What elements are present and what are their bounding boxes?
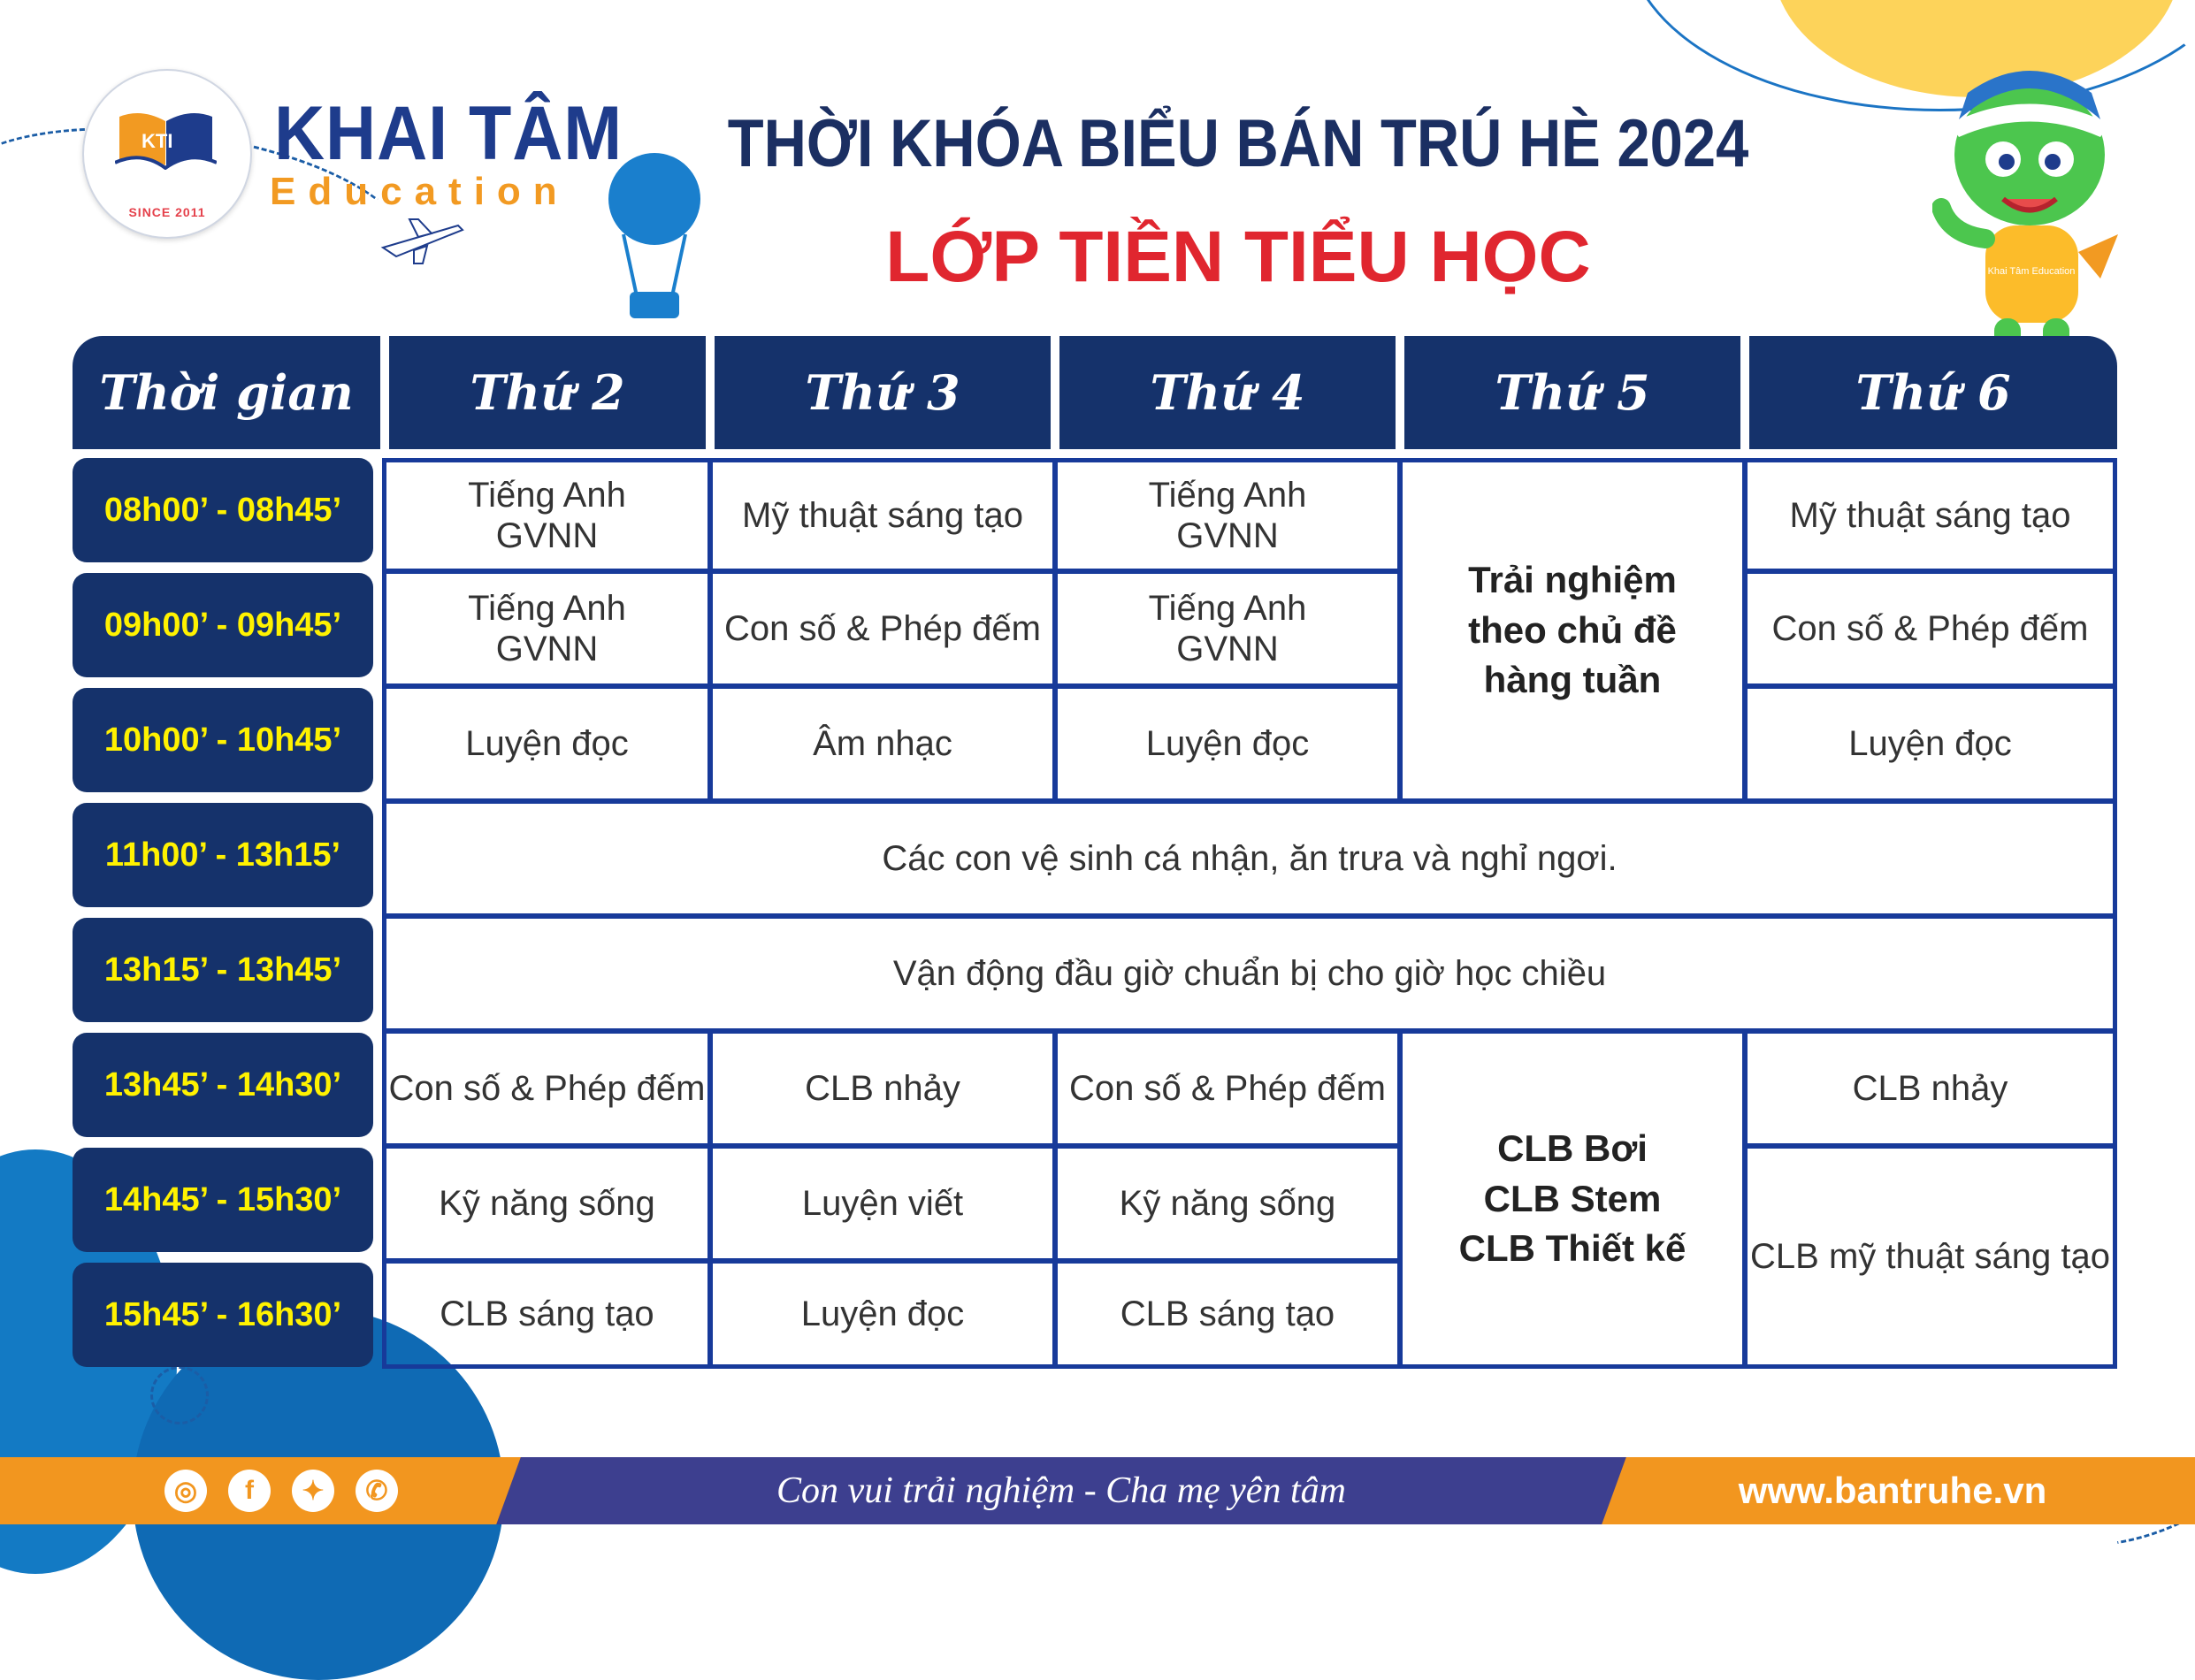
mascot-shirt-text: Khai Tâm Education xyxy=(1987,266,2076,277)
header-time: Thời gian xyxy=(73,336,380,449)
class-cell: Con số & Phép đếm xyxy=(388,1069,706,1108)
whatsapp-icon[interactable]: ✆ xyxy=(356,1470,398,1512)
brand-subtitle: Education xyxy=(270,170,570,213)
decorative-dashed-loop xyxy=(150,1366,209,1424)
class-cell: Con số & Phép đếm xyxy=(1069,1069,1386,1108)
instagram-icon[interactable]: ◎ xyxy=(164,1470,207,1512)
time-slot: 15h45’ - 16h30’ xyxy=(73,1263,373,1367)
lunch-break-row: Các con vệ sinh cá nhận, ăn trưa và nghỉ ngơi. xyxy=(882,839,1618,878)
logo-since: SINCE 2011 xyxy=(128,205,206,219)
class-cell: Con số & Phép đếm xyxy=(724,609,1041,648)
page-subtitle: LỚP TIỀN TIỂU HỌC xyxy=(885,217,1591,297)
airplane-icon xyxy=(379,212,467,265)
time-slot: 13h45’ - 14h30’ xyxy=(73,1033,373,1137)
class-cell: CLB sáng tạo xyxy=(1120,1294,1335,1333)
class-cell: Luyện đọc xyxy=(465,724,629,763)
class-cell: Kỹ năng sống xyxy=(1119,1184,1336,1223)
footer-website-link[interactable]: www.bantruhe.vn xyxy=(1738,1470,2047,1511)
header-wednesday: Thứ 4 xyxy=(1059,336,1396,449)
warmup-row: Vận động đầu giờ chuẩn bị cho giờ học chiều xyxy=(892,954,1607,993)
header-monday: Thứ 2 xyxy=(389,336,706,449)
time-slot: 13h15’ - 13h45’ xyxy=(73,918,373,1022)
header-thursday: Thứ 5 xyxy=(1404,336,1740,449)
class-cell: Tiếng Anh GVNN xyxy=(1148,476,1307,555)
class-cell: Luyện đọc xyxy=(800,1294,965,1333)
class-cell-merged: CLB Bơi CLB Stem CLB Thiết kế xyxy=(1458,1126,1686,1270)
class-cell: Tiếng Anh GVNN xyxy=(468,589,626,668)
class-cell: CLB mỹ thuật sáng tạo xyxy=(1750,1237,2110,1276)
header-tuesday: Thứ 3 xyxy=(715,336,1051,449)
time-slot: 14h45’ - 15h30’ xyxy=(73,1148,373,1252)
class-cell: Tiếng Anh GVNN xyxy=(468,476,626,555)
class-cell: Kỹ năng sống xyxy=(439,1184,655,1223)
class-cell: Tiếng Anh GVNN xyxy=(1148,589,1307,668)
class-cell: CLB nhảy xyxy=(1852,1069,2008,1108)
brand-name: KHAI TÂM xyxy=(274,91,623,176)
class-cell: CLB nhảy xyxy=(805,1069,960,1108)
class-cell: Âm nhạc xyxy=(813,724,952,763)
time-slot: 09h00’ - 09h45’ xyxy=(73,573,373,677)
page-title: THỜI KHÓA BIỂU BÁN TRÚ HÈ 2024 xyxy=(727,106,1749,181)
time-slot: 10h00’ - 10h45’ xyxy=(73,688,373,792)
time-slot: 08h00’ - 08h45’ xyxy=(73,458,373,562)
logo-letters: KTI xyxy=(141,130,173,152)
logo-book-icon xyxy=(115,99,217,170)
time-slot: 11h00’ - 13h15’ xyxy=(73,803,373,907)
class-cell: Mỹ thuật sáng tạo xyxy=(1789,496,2071,535)
class-cell: Mỹ thuật sáng tạo xyxy=(742,496,1023,535)
footer-slogan: Con vui trải nghiệm - Cha mẹ yên tâm xyxy=(776,1470,1346,1511)
class-cell: Con số & Phép đếm xyxy=(1771,609,2089,648)
class-cell-merged: Trải nghiệm theo chủ đề hàng tuần xyxy=(1468,558,1677,701)
twitter-icon[interactable]: ✦ xyxy=(292,1470,334,1512)
footer-left-band xyxy=(0,1457,566,1524)
facebook-icon[interactable]: f xyxy=(228,1470,271,1512)
class-cell: CLB sáng tạo xyxy=(440,1294,654,1333)
header-friday: Thứ 6 xyxy=(1749,336,2117,449)
class-cell: Luyện đọc xyxy=(1848,724,2012,763)
class-cell: Luyện đọc xyxy=(1145,724,1310,763)
class-cell: Luyện viết xyxy=(801,1184,964,1223)
